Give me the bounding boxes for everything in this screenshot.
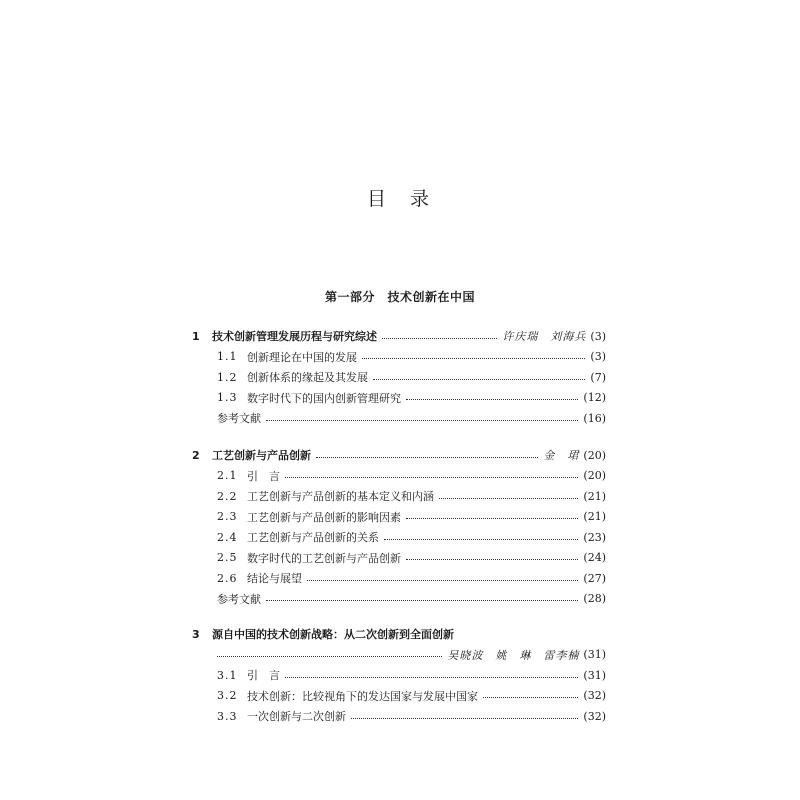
section-entry[interactable]: [192, 367, 606, 388]
page-number: (7): [590, 370, 606, 384]
page-number: (31): [583, 668, 606, 682]
chapter-title: 工艺创新与产品创新: [212, 449, 311, 463]
chapter-author: 金 珺: [543, 449, 580, 463]
page-number: (21): [583, 510, 606, 524]
chapter-author: 许庆瑞 刘海兵: [502, 330, 587, 344]
dot-leader: [406, 559, 578, 560]
chapter-heading-3-continuation[interactable]: [192, 645, 606, 666]
page-number: (32): [583, 689, 606, 703]
dot-leader: [266, 420, 578, 421]
section-entry[interactable]: [192, 347, 606, 368]
section-number: 2.1: [217, 469, 238, 483]
section-title: 数字时代下的国内创新管理研究: [247, 391, 401, 405]
dot-leader: [384, 539, 578, 540]
section-title: 工艺创新与产品创新的影响因素: [247, 510, 401, 524]
chapter-3: [192, 624, 606, 727]
page-number: (23): [583, 530, 606, 544]
chapter-1: [192, 326, 606, 429]
page-number: (28): [583, 592, 606, 606]
page-number: (3): [590, 329, 606, 343]
section-entry[interactable]: [192, 507, 606, 528]
chapter-number: 3: [192, 627, 200, 641]
dot-leader: [362, 358, 585, 359]
dot-leader: [382, 338, 497, 339]
dot-leader: [406, 518, 578, 519]
dot-leader: [439, 498, 578, 499]
dot-leader: [285, 477, 578, 478]
section-entry[interactable]: [192, 548, 606, 569]
section-entry[interactable]: [192, 388, 606, 409]
page-number: (20): [583, 448, 606, 462]
chapter-heading-2[interactable]: [192, 445, 606, 466]
section-entry[interactable]: [192, 665, 606, 686]
section-number: 2.3: [217, 510, 238, 524]
dot-leader: [285, 677, 578, 678]
section-entry[interactable]: [192, 706, 606, 727]
references-title: 参考文献: [217, 592, 261, 606]
section-title: 工艺创新与产品创新的关系: [247, 531, 379, 545]
chapter-title: 源自中国的技术创新战略：从二次创新到全面创新: [212, 628, 454, 642]
section-number: 1.2: [217, 370, 238, 384]
section-number: 2.6: [217, 571, 238, 585]
section-number: 3.2: [217, 689, 238, 703]
chapter-number: 1: [192, 329, 200, 343]
dot-leader: [483, 697, 578, 698]
section-entry[interactable]: [192, 527, 606, 548]
page-number: (31): [583, 648, 606, 662]
page-number: (12): [583, 391, 606, 405]
chapter-title: 技术创新管理发展历程与研究综述: [212, 330, 377, 344]
section-number: 2.5: [217, 551, 238, 565]
page-title: 目 录: [366, 188, 434, 210]
section-number: 3.1: [217, 668, 238, 682]
section-title: 创新体系的缘起及其发展: [247, 371, 368, 385]
section-entry[interactable]: [192, 486, 606, 507]
section-title: 结论与展望: [247, 572, 302, 586]
page-number: (21): [583, 489, 606, 503]
page-number: (32): [583, 709, 606, 723]
section-title: 数字时代的工艺创新与产品创新: [247, 551, 401, 565]
section-number: 1.3: [217, 391, 238, 405]
section-number: 2.2: [217, 489, 238, 503]
section-title: 技术创新：比较视角下的发达国家与发展中国家: [247, 689, 478, 703]
section-number: 3.3: [217, 709, 238, 723]
section-title: 引 言: [247, 469, 280, 483]
dot-leader: [351, 718, 578, 719]
page-number: (27): [583, 571, 606, 585]
section-number: 2.4: [217, 530, 238, 544]
section-entry[interactable]: [192, 686, 606, 707]
dot-leader: [217, 656, 442, 657]
page-number: (16): [583, 411, 606, 425]
page-number: (3): [590, 350, 606, 364]
dot-leader: [266, 600, 578, 601]
part-title: 第一部分 技术创新在中国: [324, 290, 475, 304]
section-number: 1.1: [217, 350, 238, 364]
chapter-number: 2: [192, 448, 200, 462]
chapter-heading-3[interactable]: [192, 624, 606, 645]
section-title: 引 言: [247, 669, 280, 683]
section-title: 一次创新与二次创新: [247, 710, 346, 724]
dot-leader: [406, 399, 578, 400]
page-number: (24): [583, 551, 606, 565]
references-title: 参考文献: [217, 412, 261, 426]
dot-leader: [316, 457, 538, 458]
chapter-author: 吴晓波 姚 琳 雷李楠: [447, 648, 580, 662]
references-entry[interactable]: [192, 408, 606, 429]
chapter-heading-1[interactable]: [192, 326, 606, 347]
chapter-2: [192, 445, 606, 609]
section-entry[interactable]: [192, 568, 606, 589]
section-title: 工艺创新与产品创新的基本定义和内涵: [247, 490, 434, 504]
references-entry[interactable]: [192, 589, 606, 610]
page-number: (20): [583, 469, 606, 483]
dot-leader: [373, 379, 585, 380]
section-title: 创新理论在中国的发展: [247, 350, 357, 364]
section-entry[interactable]: [192, 466, 606, 487]
dot-leader: [307, 580, 578, 581]
